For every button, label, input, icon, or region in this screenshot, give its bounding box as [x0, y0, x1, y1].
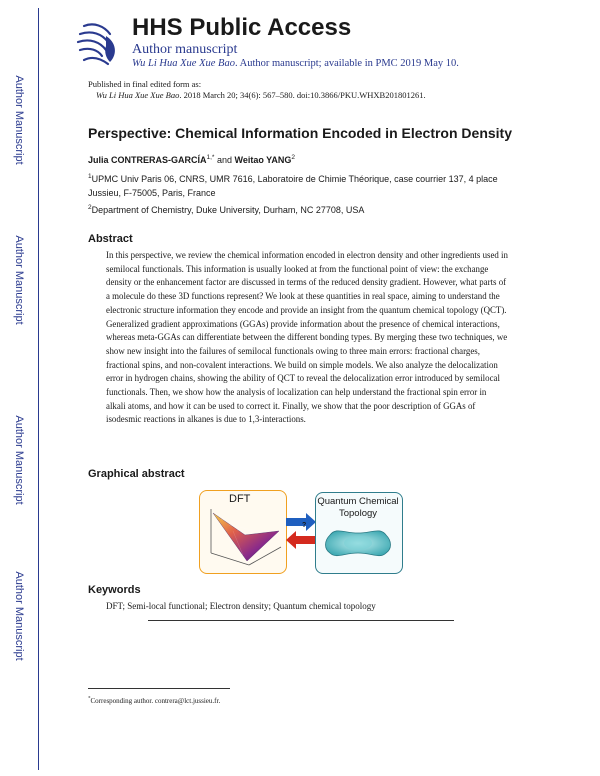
qct-molecule-isosurface-image [322, 523, 394, 563]
abstract-heading: Abstract [88, 233, 133, 245]
side-label-1: Author Manuscript [13, 75, 25, 165]
corresponding-author-footnote [88, 697, 220, 705]
hhs-public-access-title: HHS Public Access [132, 14, 352, 41]
journal-name: Wu Li Hua Xue Xue Bao [132, 58, 235, 69]
published-note: Published in final edited form as: [88, 79, 202, 89]
side-label-3: Author Manuscript [13, 415, 25, 505]
hhs-eagle-logo-icon [70, 16, 126, 68]
keywords-list: DFT; Semi-local functional; Electron density; Quantum chemical topology [106, 601, 376, 611]
citation-line [96, 90, 426, 100]
side-label-4: Author Manuscript [13, 571, 25, 661]
paper-title: Perspective: Chemical Information Encoded in Electron Density [88, 125, 512, 141]
author-1: Julia CONTRERAS-GARCÍA [88, 155, 207, 165]
author-1-mark: 1,* [206, 154, 215, 161]
footnote-separator [88, 688, 230, 689]
affiliation-1-text: UPMC Univ Paris 06, CNRS, UMR 7616, Laboratoire de Chimie Théorique, case courrier 137, 4 place Jussieu, F-75005, Paris, France [88, 174, 498, 198]
citation-details: . 2018 March 20; 34(6): 567–580. doi:10.3866/PKU.WHXB201801261. [179, 90, 426, 100]
affiliation-1 [88, 172, 528, 200]
author-2: Weitao YANG [234, 155, 292, 165]
exchange-arrows-icon [284, 512, 318, 552]
author-manuscript-subtitle: Author manuscript [132, 42, 238, 57]
affiliation-2-number: 2 [88, 204, 92, 211]
dft-surface-plot-image [205, 505, 283, 567]
affiliation-2-text: Department of Chemistry, Duke University, Durham, NC 27708, USA [91, 205, 365, 215]
side-label-2: Author Manuscript [13, 235, 25, 325]
footnote-mark: * [88, 696, 91, 702]
author-2-mark: 2 [291, 154, 295, 161]
journal-availability-line [132, 58, 459, 69]
left-margin-rule [38, 8, 39, 770]
affiliation-1-number: 1 [88, 173, 92, 180]
graphical-abstract-heading: Graphical abstract [88, 468, 185, 480]
availability-text: . Author manuscript; available in PMC 2019 May 10. [234, 58, 459, 69]
footnote-text: Corresponding author. contrera@lct.jussieu.fr. [90, 697, 221, 705]
qct-label: Quantum Chemical Topology [317, 496, 399, 519]
keywords-separator [148, 620, 454, 621]
dft-label: DFT [229, 493, 251, 505]
arrow-question-mark: ? [302, 522, 307, 529]
affiliation-2 [88, 205, 364, 215]
author-line [88, 155, 295, 165]
author-conjunction: and [214, 155, 235, 165]
abstract-body: In this perspective, we review the chemical information encoded in electron density and other ingredients used in semilocal functionals. This information is usually looked at from the functional point of view: the exchange density or the enhancement factor are discussed in terms of the reduced density gradient. However, what parts of a molecule do these 3D functions represent? We look at these quantities in real space, aiming to understand the electronic structure information they encode and provide an insight from the quantum chemical topology (QCT). Generalized gradient approximations (GGAs) provide information about the presence of chemical interactions, whereas meta-GGAs can differentiate between the different bonding types. By merging these two techniques, we show new insight into the failures of semilocal functionals owing to three main errors: fractional charges, fractional spins, and non-covalent interactions. We build on simple models. We also analyze the delocalization error in hydrogen chains, showing the ability of QCT to reveal the delocalization error introduced by semilocal functionals. Then, we show how the analysis of localization can help understand the fractional spin error in alkali atoms, and how it can be used to correct it. Finally, we show that the poor description of GGAs of isodesmic reactions in alkanes is due to 1,3-interactions. [106, 250, 508, 425]
citation-journal: Wu Li Hua Xue Xue Bao [96, 90, 180, 100]
keywords-heading: Keywords [88, 584, 141, 596]
